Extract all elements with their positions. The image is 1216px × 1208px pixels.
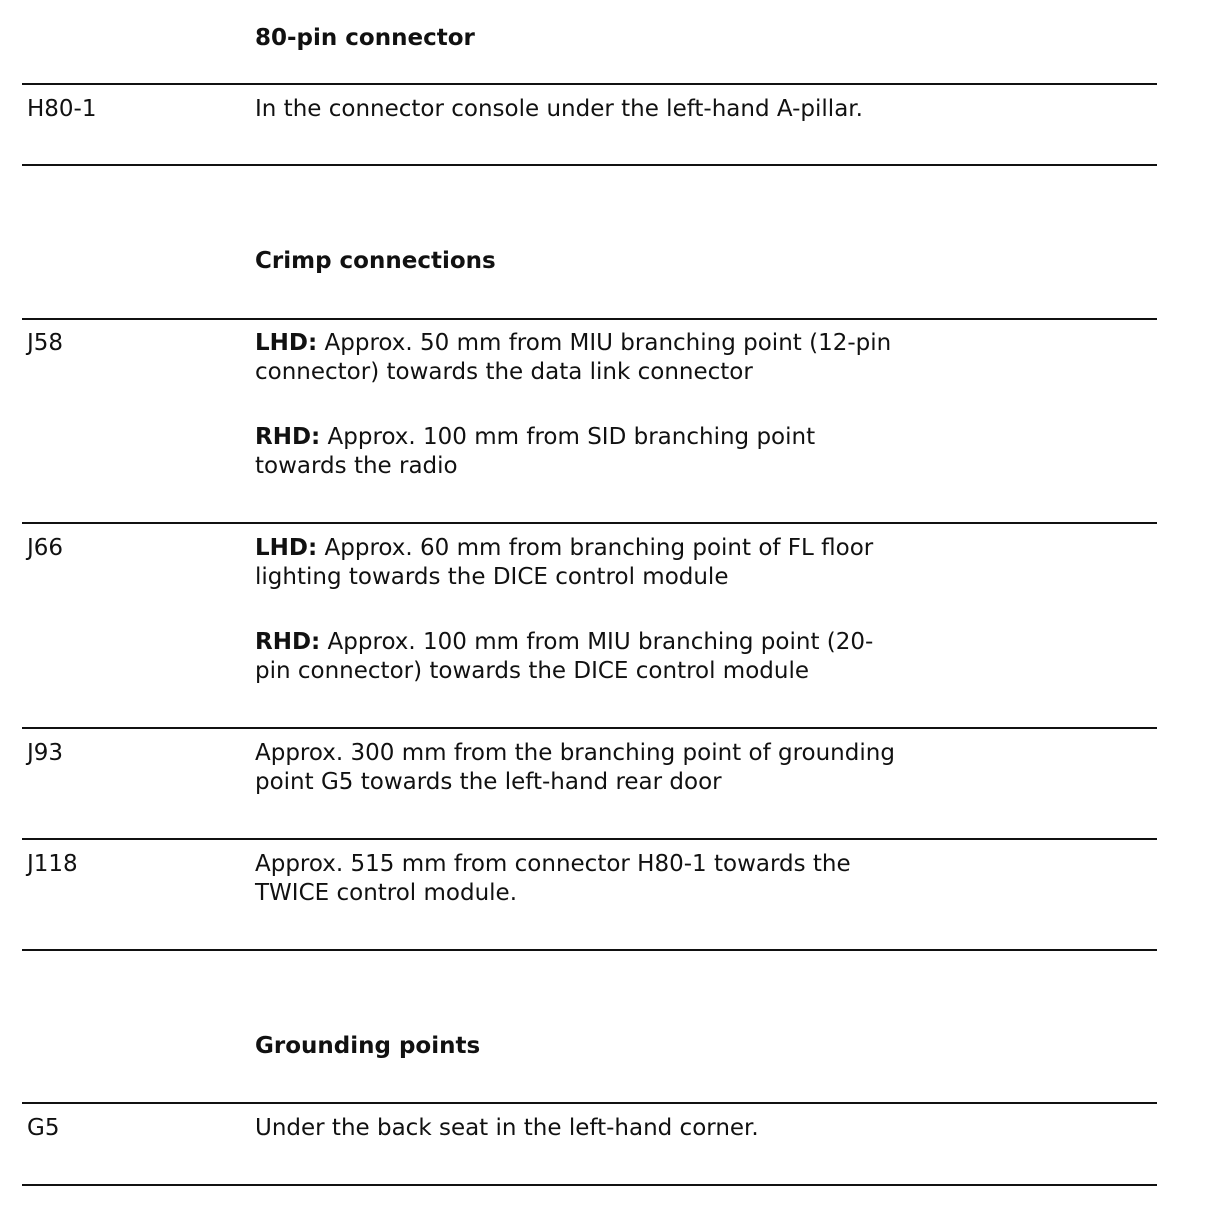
lhd-label: LHD:	[255, 535, 318, 561]
divider	[22, 1184, 1157, 1186]
divider	[22, 838, 1157, 840]
description-line: LHD: Approx. 60 mm from branching point of FL floor	[255, 535, 874, 561]
divider	[22, 164, 1157, 166]
divider	[22, 522, 1157, 524]
row-description-j58-rhd	[255, 423, 975, 481]
row-description-j93	[255, 739, 975, 797]
row-code-h80-1: H80-1	[27, 96, 97, 122]
section-heading-crimp-connections: Crimp connections	[255, 248, 496, 274]
description-line: Approx. 515 mm from connector H80-1 towards the	[255, 851, 851, 877]
description-line: connector) towards the data link connector	[255, 359, 753, 385]
divider	[22, 83, 1157, 85]
section-heading-grounding-points: Grounding points	[255, 1033, 481, 1059]
row-description-j58	[255, 329, 975, 387]
description-line: LHD: Approx. 50 mm from MIU branching point (12-pin	[255, 330, 892, 356]
section-heading-80-pin-connector: 80-pin connector	[255, 25, 475, 51]
description-line: pin connector) towards the DICE control module	[255, 658, 809, 684]
row-description-j118	[255, 850, 975, 908]
rhd-label: RHD:	[255, 424, 321, 450]
description-line: In the connector console under the left-hand A-pillar.	[255, 96, 863, 122]
row-description-h80-1	[255, 95, 975, 124]
description-line: RHD: Approx. 100 mm from SID branching point	[255, 424, 816, 450]
divider	[22, 318, 1157, 320]
rhd-label: RHD:	[255, 629, 321, 655]
row-code-g5: G5	[27, 1115, 60, 1141]
description-line: lighting towards the DICE control module	[255, 564, 729, 590]
lhd-label: LHD:	[255, 330, 318, 356]
description-line: TWICE control module.	[255, 880, 518, 906]
row-description-g5	[255, 1114, 975, 1143]
description-line: Under the back seat in the left-hand corner.	[255, 1115, 759, 1141]
row-code-j66: J66	[27, 535, 64, 561]
divider	[22, 1102, 1157, 1104]
row-description-j66-rhd	[255, 628, 975, 686]
row-code-j118: J118	[27, 851, 78, 877]
divider	[22, 727, 1157, 729]
description-line: towards the radio	[255, 453, 458, 479]
row-code-j93: J93	[27, 740, 64, 766]
divider	[22, 949, 1157, 951]
row-description-j66	[255, 534, 975, 592]
description-line: point G5 towards the left-hand rear door	[255, 769, 722, 795]
row-code-j58: J58	[27, 330, 64, 356]
description-line: RHD: Approx. 100 mm from MIU branching point (20-	[255, 629, 874, 655]
description-line: Approx. 300 mm from the branching point of grounding	[255, 740, 895, 766]
